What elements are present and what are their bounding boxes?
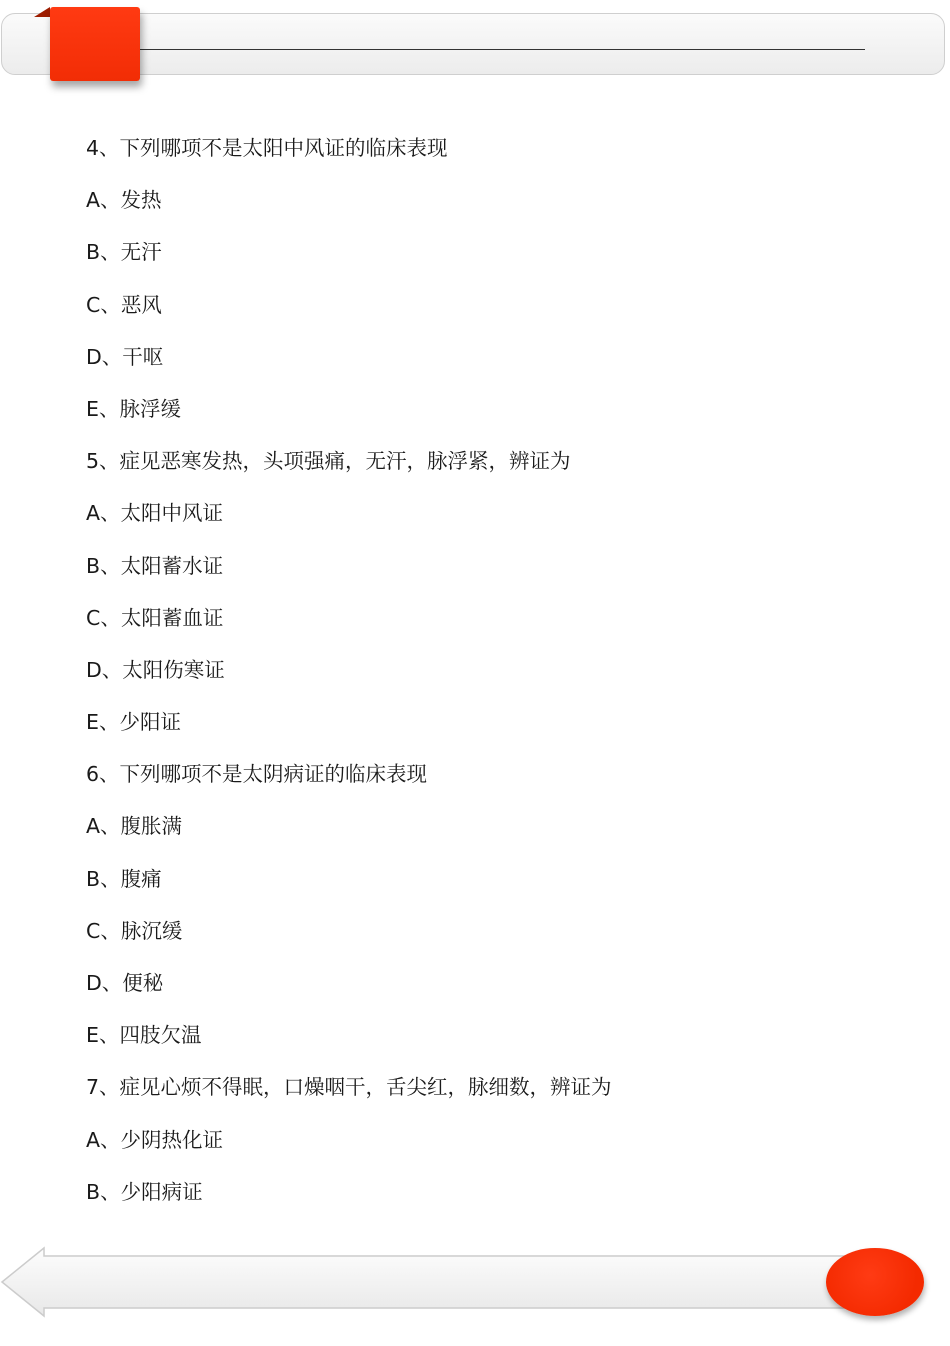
question-stem: 6、下列哪项不是太阴病证的临床表现	[86, 762, 428, 787]
answer-option: D、便秘	[86, 971, 164, 995]
answer-option: E、少阳证	[86, 710, 181, 735]
header-bar	[1, 13, 945, 75]
header-tab-fold	[34, 7, 50, 17]
answer-option: A、少阴热化证	[86, 1127, 224, 1152]
answer-option: D、干呕	[86, 344, 164, 369]
answer-option: E、四肢欠温	[86, 1023, 202, 1048]
answer-option: A、发热	[86, 188, 162, 213]
header-tab	[50, 7, 140, 81]
answer-option: B、腹痛	[86, 866, 162, 891]
answer-option: E、脉浮缓	[86, 396, 181, 421]
answer-option: C、太阳蓄血证	[86, 605, 224, 630]
answer-option: B、太阳蓄水证	[86, 553, 224, 578]
next-page-button[interactable]	[826, 1248, 924, 1316]
answer-option: C、恶风	[86, 292, 162, 317]
question-stem: 7、症见心烦不得眠，口燥咽干，舌尖红，脉细数，辨证为	[86, 1075, 612, 1100]
answer-option: B、少阳病证	[86, 1179, 203, 1204]
back-arrow-icon[interactable]	[0, 1246, 880, 1318]
answer-option: D、太阳伤寒证	[86, 657, 225, 682]
answer-option: B、无汗	[86, 240, 162, 265]
question-stem: 4、下列哪项不是太阳中风证的临床表现	[86, 136, 448, 160]
answer-option: A、腹胀满	[86, 814, 183, 839]
answer-option: C、脉沉缓	[86, 918, 183, 943]
answer-option: A、太阳中风证	[86, 501, 224, 526]
question-stem: 5、症见恶寒发热，头项强痛，无汗，脉浮紧，辨证为	[86, 449, 571, 474]
header-rule	[86, 49, 865, 50]
question-list	[86, 130, 886, 1226]
